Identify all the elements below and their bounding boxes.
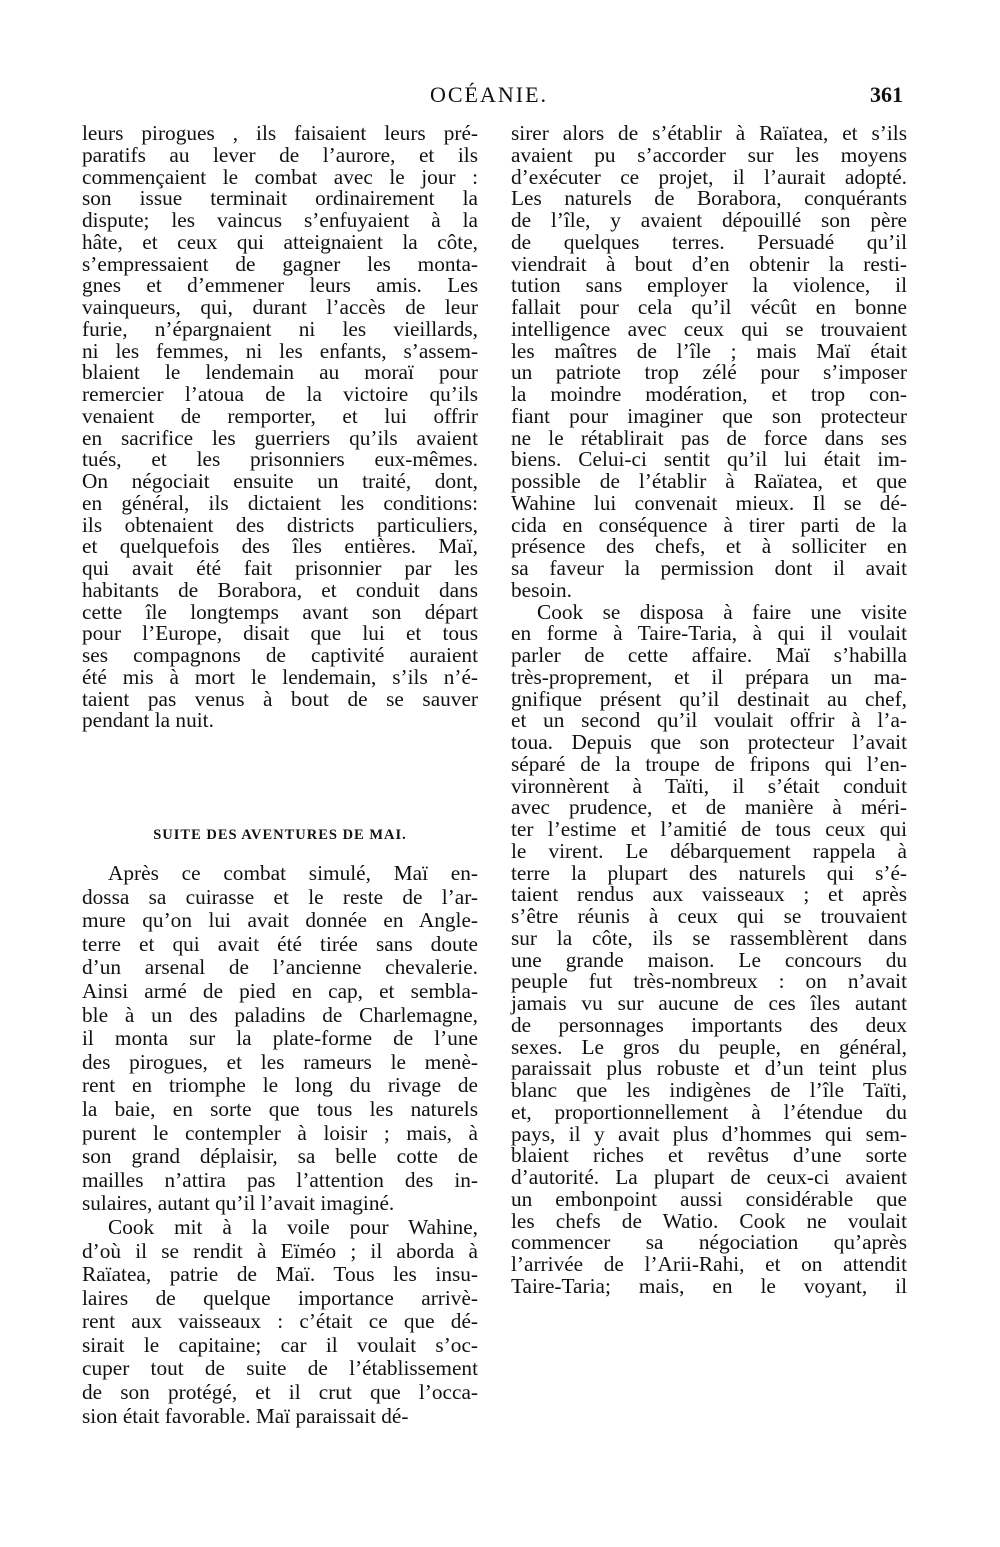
text-line: la moindre modération, et trop con- — [511, 382, 907, 406]
text-line: en sacrifice les guerriers qu’ils avaient — [82, 425, 478, 450]
text-line: tués, et les prisonniers eux-mêmes. — [82, 447, 478, 472]
text-line: biens. Celui-ci sentit qu’il lui était im- — [511, 447, 907, 472]
left-column-top-text — [82, 123, 478, 732]
text-line: blaient le lendemain au moraï pour — [82, 360, 478, 385]
text-line: été mis à mort le lendemain, s’ils n’é- — [82, 664, 478, 689]
text-line: Taire-Taria; mais, en le voyant, il — [511, 1273, 907, 1298]
text-line: d’où il se rendit à Eïméo ; il aborda à — [82, 1238, 478, 1263]
text-line: un embonpoint aussi considérable que — [511, 1186, 907, 1211]
text-line: blaient riches et revêtus d’une sorte — [511, 1143, 907, 1168]
text-line: ses compagnons de captivité auraient — [82, 643, 478, 667]
text-line: vainqueurs, qui, durant l’accès de leur — [82, 295, 478, 319]
text-line: s’empressaient de gagner les monta- — [82, 251, 478, 276]
text-line: gnifique présent qu’il destinait au chef, — [511, 686, 907, 711]
text-line: besoin. — [511, 577, 572, 602]
text-line: de personnages importants des deux — [511, 1012, 907, 1037]
text-line: sion était favorable. Maï paraissait dé- — [82, 1403, 409, 1428]
text-line: pour l’Europe, disait que lui et tous — [82, 621, 478, 646]
text-line: ter l’estime et l’amitié de tous ceux qui — [511, 817, 907, 841]
text-line: qui avait été fait prisonnier par les — [82, 556, 478, 580]
text-line: le virent. Le débarquement rappela à — [511, 838, 907, 863]
text-line: possible de l’établir à Raïatea, et que — [511, 469, 907, 493]
text-line: blanc que les indigènes de l’île Taïti, — [511, 1078, 907, 1102]
text-line: ble à un des paladins de Charlemagne, — [82, 1002, 478, 1027]
text-line: mailles n’attira pas l’attention des in- — [82, 1167, 478, 1192]
text-line: Cook mit à la voile pour Wahine, — [108, 1214, 478, 1239]
text-line: Wahine lui convenait mieux. Il se dé- — [511, 490, 907, 515]
running-title: OCÉANIE. — [430, 82, 549, 107]
text-line: d’exécuter ce projet, il l’aurait adopté. — [511, 164, 907, 189]
text-line: furie, n’épargnaient ni les vieillards, — [82, 316, 478, 341]
text-line: rent en triomphe le long du rivage de — [82, 1073, 478, 1098]
text-line: fallait pour cela qu’il vécût en bonne — [511, 295, 907, 319]
text-line: vironnèrent à Taïti, il s’était conduit — [511, 773, 907, 798]
text-line: d’autorité. La plupart de ceux-ci avaient — [511, 1165, 907, 1189]
text-line: mure qu’on lui avait donnée en Angle- — [82, 908, 478, 933]
text-line: Après ce combat simulé, Maï en- — [108, 861, 478, 885]
text-line: taient rendus aux vaisseaux ; et après — [511, 882, 907, 907]
text-line: gnes et d’emmener leurs amis. Les — [82, 273, 478, 298]
text-line: sirer alors de s’établir à Raïatea, et s’ils — [511, 121, 907, 145]
text-line: sexes. Le gros du peuple, en général, — [511, 1034, 907, 1059]
text-line: dispute; les vaincus s’enfuyaient à la — [82, 208, 478, 232]
text-line: en forme à Taire-Taria, à qui il voulait — [511, 621, 907, 646]
text-line: son grand déplaisir, sa belle cotte de — [82, 1144, 478, 1169]
text-line: des pirogues, et les rameurs le menè- — [82, 1049, 478, 1074]
text-line: cette île longtemps avant son départ — [82, 599, 478, 624]
text-line: paraissait plus robuste et d’un teint plus — [511, 1056, 907, 1081]
text-line: fiant pour imaginer que son protecteur — [511, 403, 907, 428]
text-line: terre et qui avait été tirée sans doute — [82, 931, 478, 956]
text-line: cuper tout de suite de l’établissement — [82, 1356, 478, 1381]
text-line: parler de cette affaire. Maï s’habilla — [511, 643, 907, 667]
section-heading: SUITE DES AVENTURES DE MAI. — [153, 827, 407, 843]
text-line: pays, il y avait plus d’hommes qui sem- — [511, 1121, 907, 1146]
left-column-bottom-text — [82, 862, 478, 1428]
text-line: son issue terminait ordinairement la — [82, 186, 478, 211]
text-line: sa faveur la permission dont il avait — [511, 556, 907, 580]
text-line: Les naturels de Borabora, conquérants — [511, 186, 907, 211]
text-line: purent le contempler à loisir ; mais, à — [82, 1120, 478, 1145]
text-line: remercier l’atoua de la victoire qu’ils — [82, 382, 478, 406]
text-line: de son protégé, et il crut que l’occa- — [82, 1380, 478, 1405]
text-line: un patriote trop zélé pour s’imposer — [511, 360, 907, 385]
text-line: Cook se disposa à faire une visite — [537, 599, 907, 624]
text-line: commencer sa négociation qu’après — [511, 1230, 907, 1255]
text-line: habitants de Borabora, et conduit dans — [82, 577, 478, 602]
text-line: en général, ils dictaient les conditions: — [82, 490, 478, 515]
text-line: On négociait ensuite un traité, dont, — [82, 469, 478, 493]
text-line: rent aux vaisseaux : c’était ce que dé- — [82, 1309, 478, 1334]
text-line: une grande maison. Le concours du — [511, 947, 907, 972]
text-line: hâte, et ceux qui atteignaient la côte, — [82, 229, 478, 254]
text-line: ils obtenaient des districts particuliers, — [82, 512, 478, 537]
text-line: peuple fut très-nombreux : on n’avait — [511, 969, 907, 994]
text-line: toua. Depuis que son protecteur l’avait — [511, 730, 907, 754]
text-line: pendant la nuit. — [82, 708, 214, 733]
text-line: avaient pu s’accorder sur les moyens — [511, 142, 907, 167]
text-line: commençaient le combat avec le jour : — [82, 164, 478, 189]
text-line: viendrait à bout d’en obtenir la resti- — [511, 251, 907, 276]
text-line: les chefs de Watio. Cook ne voulait — [511, 1208, 907, 1233]
text-line: séparé de la troupe de fripons qui l’en- — [511, 751, 907, 776]
right-column-text — [511, 123, 907, 1298]
text-line: s’être réunis à ceux qui se trouvaient — [511, 904, 907, 928]
text-line: taient pas venus à bout de se sauver — [82, 686, 478, 711]
text-line: avec prudence, et de manière à méri- — [511, 795, 907, 820]
text-line: leurs pirogues , ils faisaient leurs pré- — [82, 121, 478, 145]
text-line: présence des chefs, et à solliciter en — [511, 534, 907, 559]
text-line: de l’île, y avaient dépouillé son père — [511, 208, 907, 232]
text-line: très-proprement, et il prépara un ma- — [511, 664, 907, 689]
text-line: tution sans employer la violence, il — [511, 273, 907, 298]
text-line: de quelques terres. Persuadé qu’il — [511, 229, 907, 254]
text-line: ni les femmes, ni les enfants, s’assem- — [82, 338, 478, 363]
text-line: venaient de remporter, et lui offrir — [82, 403, 478, 428]
text-line: il monta sur la plate-forme de l’une — [82, 1026, 478, 1051]
text-line: sirait le capitaine; car il voulait s’oc- — [82, 1332, 478, 1357]
text-line: cida en conséquence à tirer parti de la — [511, 512, 907, 537]
text-line: intelligence avec ceux qui se trouvaient — [511, 316, 907, 341]
text-line: et quelquefois des îles entières. Maï, — [82, 534, 478, 559]
text-line: terre la plupart des naturels qui s’é- — [511, 860, 907, 885]
text-line: dossa sa cuirasse et le reste de l’ar- — [82, 884, 478, 909]
text-line: Ainsi armé de pied en cap, et sembla- — [82, 978, 478, 1003]
text-line: les maîtres de l’île ; mais Maï était — [511, 338, 907, 363]
text-line: l’arrivée de l’Arii-Rahi, et on attendit — [511, 1252, 907, 1276]
text-line: sulaires, autant qu’il l’avait imaginé. — [82, 1191, 395, 1216]
text-line: ne le rétablirait pas de force dans ses — [511, 425, 907, 450]
text-line: sur la côte, ils se rassemblèrent dans — [511, 925, 907, 950]
page-number: 361 — [870, 82, 903, 107]
text-line: paratifs au lever de l’aurore, et ils — [82, 142, 478, 167]
text-line: d’un arsenal de l’ancienne chevalerie. — [82, 955, 478, 980]
text-line: Raïatea, patrie de Maï. Tous les insu- — [82, 1262, 478, 1287]
text-line: jamais vu sur aucune de ces îles autant — [511, 991, 907, 1015]
text-line: et, proportionnellement à l’étendue du — [511, 1099, 907, 1124]
running-head — [0, 78, 1000, 112]
text-line: la baie, en sorte que tous les naturels — [82, 1096, 478, 1121]
text-line: laires de quelque importance arrivè- — [82, 1285, 478, 1310]
text-line: et un second qu’il voulait offrir à l’a- — [511, 708, 907, 733]
